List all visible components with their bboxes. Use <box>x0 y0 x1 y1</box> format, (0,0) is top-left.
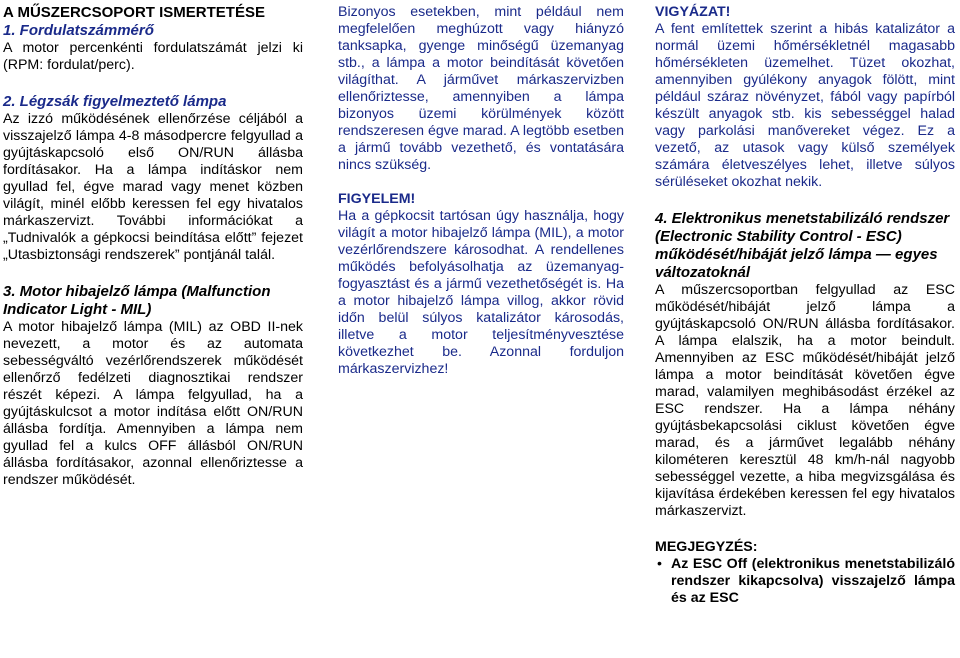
section-3-text: A motor hibajelző lámpa (MIL) az OBD II-nek nevezett, a motor és az automata sebességváltó vezérlőrendszerek működését ellenőrző fedélzeti diagnosztikai rendszer részét képezi. A lámpa felgyullad, ha a gyújtáskulcsot a motor indítása előtt ON/RUN állásba fordítja. Amennyiben a lámpa nem gyullad fel a kulcs OFF állásból ON/RUN állásba fordításakor, azonnal ellenőriztesse a rendszer működését. <box>3 319 303 488</box>
document-title: A MŰSZERCSOPORT ISMERTETÉSE <box>3 4 265 21</box>
section-2-text: Az izzó működésének ellenőrzése céljából a visszajelző lámpa 4-8 másodpercre felgyullad a gyújtáskapcsoló első ON/RUN állásba fordításakor. Ha a lámpa indításkor nem gyullad fel, égve marad vagy menet közben világít, minél előbb keressen fel egy hivatalos márkaszervizt. További információkat a „Tudnivalók a gépkocsi beindítása előtt” fejezet „Utasbiztonsági rendszerek” pontjánál talál. <box>3 111 303 263</box>
caution-heading: VIGYÁZAT! <box>655 4 731 20</box>
column-right <box>655 4 955 607</box>
section-4-text: A műszercsoportban felgyullad az ESC működését/hibáját jelző lámpa a gyújtáskapcsoló ON/RUN állásba fordításakor. A lámpa elalszik, ha a motor beindult. Amennyiben az ESC működését/hibáját jelző lámpa a motor beindítását követően égve marad, valamilyen meghibásodást érzékel az ESC rendszer. Ha a lámpa néhány gyújtásbekapcsolási ciklust követően égve marad, és a járművet legalább néhány kilométeren keresztül 48 km/h-nál nagyobb sebességgel vezette, a hiba megvizsgálása és kijavítása érdekében keressen fel egy hivatalos márkaszervizt. <box>655 282 955 519</box>
note-list <box>655 556 955 607</box>
column-middle <box>338 4 624 378</box>
note-item: • Az ESC Off (elektronikus menetstabilizáló rendszer kikapcsolva) visszajelző lámpa és az ESC <box>655 556 955 607</box>
section-1-heading: 1. Fordulatszámmérő <box>3 22 154 39</box>
section-4-heading: 4. Elektronikus menetstabilizáló rendszer (Electronic Stability Control - ESC) működését/hibáját jelző lámpa — egyes változatoknál <box>655 210 950 281</box>
section-1-text: A motor percenkénti fordulatszámát jelzi ki (RPM: fordulat/perc). <box>3 40 303 73</box>
note-heading: MEGJEGYZÉS: <box>655 539 758 555</box>
warning-heading: FIGYELEM! <box>338 191 416 207</box>
column-left <box>3 4 303 489</box>
mil-intro-text: Bizonyos esetekben, mint például nem megfelelően meghúzott vagy hiányzó tanksapka, gyenge minőségű üzemanyag stb., a lámpa a motor beindítását követően világíthat. A járművet márkaszervizben ellenőriztesse, amennyiben a lámpa bizonyos üzemi körülmények között rendszeresen égve marad. A legtöbb esetben a jármű tovább vezethető, és vontatására nincs szükség. <box>338 4 624 173</box>
section-3-heading: 3. Motor hibajelző lámpa (Malfunction Indicator Light - MIL) <box>3 283 271 318</box>
caution-text: A fent említettek szerint a hibás katalizátor a normál üzemi hőmérsékletnél magasabb hőmérsékleten üzemelhet. Tüzet okozhat, amennyiben gyúlékony anyagok fölött, mint például száraz növényzet, fából vagy papírból készült anyagok stb. kis sebességgel halad vagy parkolási manővereket végez. Ez a vezető, az utasok vagy külső személyek számára életveszélyes lehet, illetve súlyos sérüléseket okozhat nekik. <box>655 21 955 190</box>
warning-text: Ha a gépkocsit tartósan úgy használja, hogy világít a motor hibajelző lámpa (MIL), a motor vezérlőrendszere károsodhat. A rendellenes működés befolyásolhatja az üzemanyag-fogyasztást és a jármű vezethetőségét is. Ha a motor hibajelző lámpa villog, akkor rövid időn belül súlyos katalizátor károsodás, illetve a motor teljesítményvesztése következhet be. Azonnal forduljon márkaszervizhez! <box>338 208 624 377</box>
section-2-heading: 2. Légzsák figyelmeztető lámpa <box>3 93 227 110</box>
